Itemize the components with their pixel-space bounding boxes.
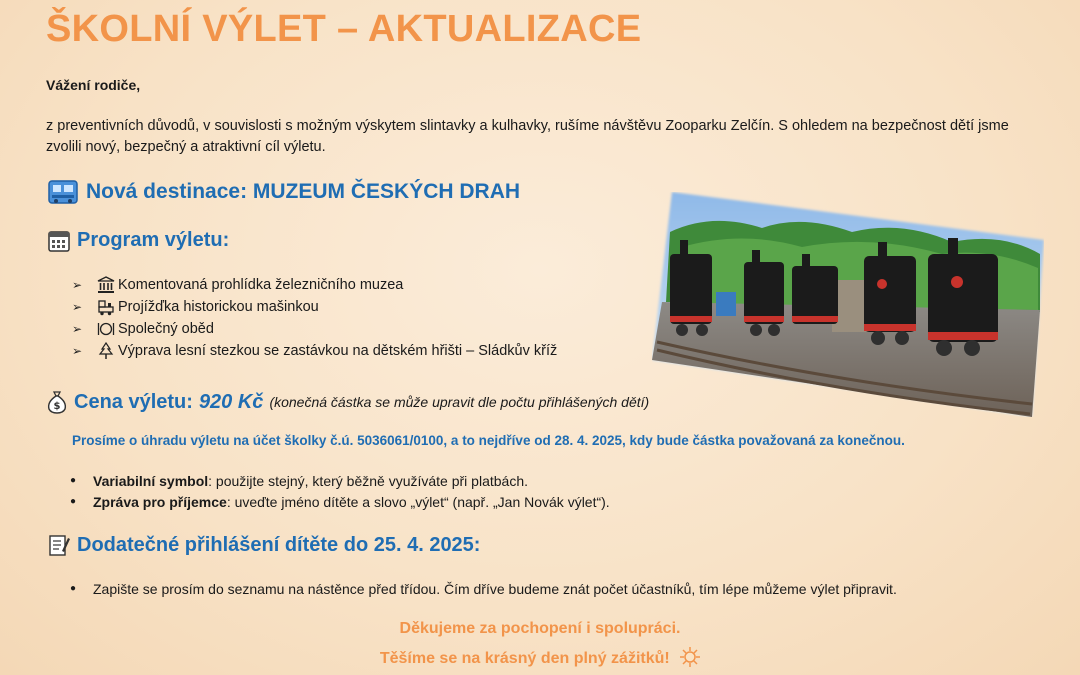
late-signup-label: Dodatečné přihlášení dítěte do 25. 4. 2025: [77, 533, 481, 556]
list-item [72, 340, 557, 362]
program-item-text: Projížďka historickou mašinkou [118, 299, 319, 315]
payment-item-text: : uveďte jméno dítěte a slovo „výlet“ (např. „Jan Novák výlet“). [226, 493, 610, 510]
list-item [72, 318, 557, 340]
payment-request: Prosíme o úhradu výletu na účet školky č.ú. 5036061/0100, a to nejdříve od 28. 4. 2025, kdy bude částka považovaná za konečnou. [72, 433, 905, 448]
bullet-icon: ● [70, 583, 77, 594]
list-item [70, 578, 897, 599]
plate-icon [94, 320, 118, 338]
page-title: ŠKOLNÍ VÝLET – AKTUALIZACE [46, 8, 642, 50]
program-label: Program výletu: [77, 229, 230, 251]
museum-icon [94, 276, 118, 294]
price-label: Cena výletu: [74, 390, 193, 413]
thanks-line-2 [0, 647, 1080, 668]
late-signup-list [70, 578, 897, 599]
program-list [72, 274, 557, 362]
program-heading [48, 229, 229, 252]
price-note: (konečná částka se může upravit dle počtu přihlášených dětí) [269, 394, 650, 410]
bullet-icon: ● [70, 496, 77, 507]
payment-item-text: : použijte stejný, který běžně využíváte při platbách. [208, 472, 528, 489]
list-item [72, 296, 557, 318]
price-heading [46, 390, 649, 414]
list-item [70, 470, 610, 491]
calendar-icon [48, 230, 70, 252]
money-bag-icon [46, 390, 68, 414]
program-item-text: Společný oběd [118, 321, 214, 337]
train-icon [48, 179, 78, 205]
list-item [70, 491, 610, 512]
payment-item-label: Zpráva pro příjemce [93, 493, 227, 510]
intro-paragraph: z preventivních důvodů, v souvislosti s možným výskytem slintavky a kulhavky, rušíme návštěvu Zooparku Zelčín. S ohledem na bezpečnost dětí jsme zvolili nový, bezpečný a atraktivní cíl výletu. [46, 118, 1009, 155]
program-item-text: Komentovaná prohlídka železničního muzea [118, 277, 404, 293]
program-item-text: Výprava lesní stezkou se zastávkou na dětském hřišti – Sládkův kříž [118, 343, 558, 359]
thanks-line-2-text: Těšíme se na krásný den plný zážitků! [379, 650, 670, 667]
railway-museum-photo [652, 192, 1044, 417]
payment-info-list [70, 470, 610, 512]
tree-icon [94, 342, 118, 360]
memo-icon [48, 533, 70, 557]
price-amount: 920 Kč [198, 390, 264, 413]
destination-heading [48, 179, 520, 205]
late-signup-heading [48, 533, 480, 557]
sun-icon [680, 647, 700, 667]
payment-item-label: Variabilní symbol [93, 472, 209, 489]
locomotive-icon [94, 298, 118, 316]
arrow-bullet-icon: ➢ [72, 344, 83, 358]
greeting: Vážení rodiče, [46, 77, 141, 93]
thanks-line-1: Děkujeme za pochopení i spolupráci. [399, 620, 681, 637]
arrow-bullet-icon: ➢ [72, 300, 83, 314]
svg-text:$: $ [53, 401, 61, 412]
late-signup-text: Zapište se prosím do seznamu na nástěnce před třídou. Čím dříve budeme znát počet účastníků, tím lépe můžeme výlet připravit. [93, 580, 897, 597]
bullet-icon: ● [70, 475, 77, 486]
list-item [72, 274, 557, 296]
arrow-bullet-icon: ➢ [72, 278, 83, 292]
arrow-bullet-icon: ➢ [72, 322, 83, 336]
destination-label: Nová destinace: MUZEUM ČESKÝCH DRAH [86, 180, 521, 203]
